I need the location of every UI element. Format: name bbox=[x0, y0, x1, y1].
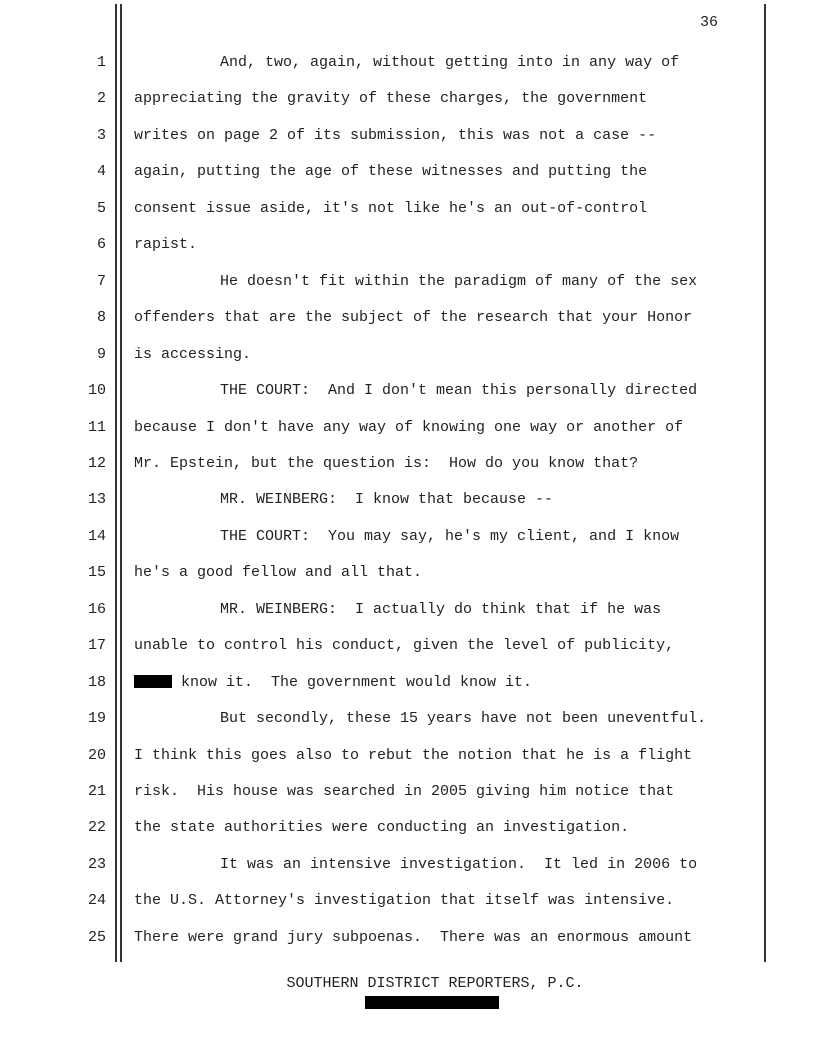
line-number: 7 bbox=[96, 273, 106, 290]
line-number: 6 bbox=[96, 236, 106, 253]
line-number: 11 bbox=[87, 419, 106, 436]
line-number: 12 bbox=[87, 455, 106, 472]
line-number: 25 bbox=[87, 929, 106, 946]
transcript-line: rapist. bbox=[134, 236, 198, 253]
transcript-line: the state authorities were conducting an investigation. bbox=[134, 819, 630, 836]
transcript-line: because I don't have any way of knowing one way or another of bbox=[134, 419, 684, 436]
line-number: 24 bbox=[87, 892, 106, 909]
line-number: 13 bbox=[87, 491, 106, 508]
line-number: 23 bbox=[87, 856, 106, 873]
transcript-line: the U.S. Attorney's investigation that itself was intensive. bbox=[134, 892, 675, 909]
transcript-line: writes on page 2 of its submission, this was not a case -- bbox=[134, 127, 657, 144]
line-number: 1 bbox=[96, 54, 106, 71]
line-number: 5 bbox=[96, 200, 106, 217]
line-number: 17 bbox=[87, 637, 106, 654]
transcript-line-text: know it. The government would know it. bbox=[172, 674, 533, 691]
transcript-line: MR. WEINBERG: I know that because -- bbox=[220, 491, 554, 508]
transcript-line: THE COURT: You may say, he's my client, and I know bbox=[220, 528, 680, 545]
line-number: 16 bbox=[87, 601, 106, 618]
transcript-line: There were grand jury subpoenas. There was an enormous amount bbox=[134, 929, 693, 946]
line-number: 22 bbox=[87, 819, 106, 836]
line-number: 14 bbox=[87, 528, 106, 545]
line-number: 15 bbox=[87, 564, 106, 581]
line-number: 19 bbox=[87, 710, 106, 727]
transcript-line: consent issue aside, it's not like he's an out-of-control bbox=[134, 200, 648, 217]
line-number: 8 bbox=[96, 309, 106, 326]
transcript-line: I think this goes also to rebut the notion that he is a flight bbox=[134, 747, 693, 764]
transcript-line: But secondly, these 15 years have not been uneventful. bbox=[220, 710, 707, 727]
transcript-line: MR. WEINBERG: I actually do think that if he was bbox=[220, 601, 662, 618]
line-number: 21 bbox=[87, 783, 106, 800]
reporter-footer: SOUTHERN DISTRICT REPORTERS, P.C. bbox=[286, 975, 584, 992]
transcript-line: again, putting the age of these witnesses and putting the bbox=[134, 163, 648, 180]
transcript-line: offenders that are the subject of the research that your Honor bbox=[134, 309, 693, 326]
line-number: 3 bbox=[96, 127, 106, 144]
right-margin-rule bbox=[764, 4, 766, 962]
transcript-line: unable to control his conduct, given the level of publicity, bbox=[134, 637, 675, 654]
transcript-line: It was an intensive investigation. It led in 2006 to bbox=[220, 856, 698, 873]
footer-redaction bbox=[365, 996, 499, 1009]
transcript-line: he's a good fellow and all that. bbox=[134, 564, 423, 581]
transcript-line: Mr. Epstein, but the question is: How do you know that? bbox=[134, 455, 639, 472]
redaction-box bbox=[134, 675, 172, 688]
left-margin-rule-inner bbox=[120, 4, 122, 962]
transcript-line: He doesn't fit within the paradigm of many of the sex bbox=[220, 273, 698, 290]
line-number: 20 bbox=[87, 747, 106, 764]
transcript-line: is accessing. bbox=[134, 346, 252, 363]
line-number: 9 bbox=[96, 346, 106, 363]
line-number: 18 bbox=[87, 674, 106, 691]
transcript-line: THE COURT: And I don't mean this personally directed bbox=[220, 382, 698, 399]
transcript-line: And, two, again, without getting into in any way of bbox=[220, 54, 680, 71]
transcript-line: appreciating the gravity of these charges, the government bbox=[134, 90, 648, 107]
line-number: 4 bbox=[96, 163, 106, 180]
line-number: 2 bbox=[96, 90, 106, 107]
page-number: 36 bbox=[700, 14, 719, 31]
transcript-line: risk. His house was searched in 2005 giving him notice that bbox=[134, 783, 675, 800]
transcript-line bbox=[134, 674, 532, 691]
line-number: 10 bbox=[87, 382, 106, 399]
left-margin-rule-outer bbox=[115, 4, 117, 962]
